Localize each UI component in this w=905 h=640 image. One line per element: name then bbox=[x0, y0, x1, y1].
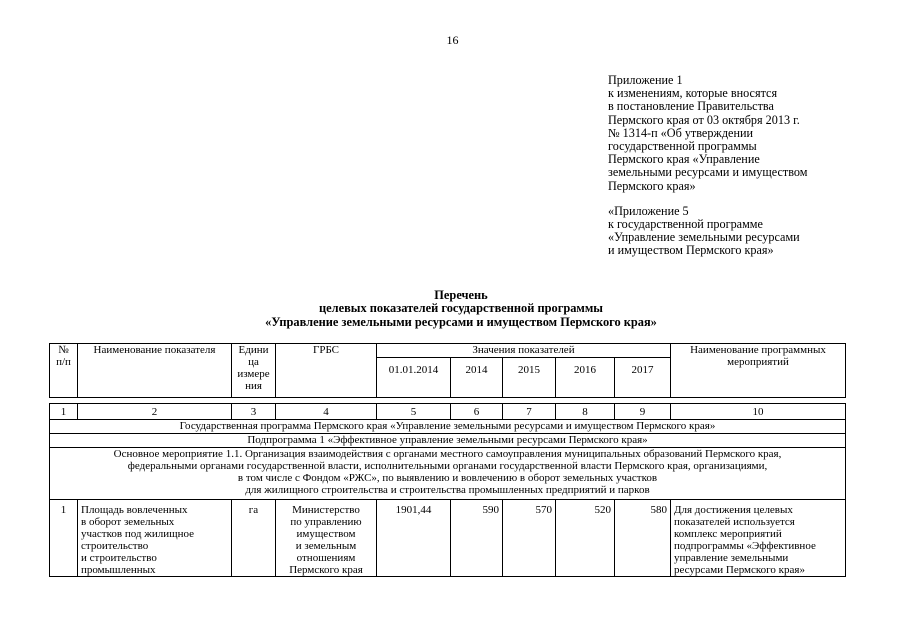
header-year: 2015 bbox=[503, 358, 556, 398]
header-events: Наименование программных мероприятий bbox=[671, 344, 846, 398]
appendix-line: Пермского края от 03 октября 2013 г. bbox=[608, 112, 800, 127]
events-line: показателей используется bbox=[674, 516, 795, 528]
appendix-line: Пермского края «Управление bbox=[608, 152, 760, 167]
appendix-line: Приложение 1 bbox=[608, 73, 683, 87]
appendix-line: к государственной программе bbox=[608, 217, 763, 232]
events-line: подпрограммы «Эффективное bbox=[674, 540, 816, 552]
grbs-line: Министерство bbox=[292, 504, 360, 516]
activity-row bbox=[50, 448, 846, 500]
value-cell: 1901,44 bbox=[377, 500, 451, 577]
appendix-line: «Управление земельными ресурсами bbox=[608, 230, 800, 245]
indicators-table bbox=[49, 343, 846, 577]
document-title bbox=[60, 289, 862, 329]
header-name: Наименование показателя bbox=[78, 344, 232, 398]
value-cell: 590 bbox=[451, 500, 503, 577]
subprogram-title: Подпрограмма 1 «Эффективное управление земельными ресурсами Пермского края» bbox=[50, 434, 846, 448]
appendix-line: земельными ресурсами и имуществом bbox=[608, 165, 808, 180]
appendix-note bbox=[608, 74, 807, 258]
indicator-name-line: строительство bbox=[81, 540, 149, 552]
title-line: «Управление земельными ресурсами и имуществом Пермского края» bbox=[265, 314, 657, 329]
program-title: Государственная программа Пермского края «Управление земельными ресурсами и имуществом Пермского края» bbox=[50, 420, 846, 434]
grbs-line: Пермского края bbox=[289, 564, 363, 576]
appendix-line: и имуществом Пермского края» bbox=[608, 243, 774, 258]
appendix-line: Пермского края» bbox=[608, 178, 696, 193]
column-number: 6 bbox=[451, 404, 503, 420]
appendix-line: «Приложение 5 bbox=[608, 203, 689, 218]
appendix-line: № 1314-п «Об утверждении bbox=[608, 125, 754, 140]
column-number: 1 bbox=[50, 404, 78, 420]
column-number: 5 bbox=[377, 404, 451, 420]
events-line: управление земельными bbox=[674, 552, 789, 564]
header-year: 01.01.2014 bbox=[377, 358, 451, 398]
events-line: ресурсами Пермского края» bbox=[674, 564, 805, 576]
column-number: 7 bbox=[503, 404, 556, 420]
value-cell: 580 bbox=[615, 500, 671, 577]
events-cell bbox=[671, 500, 846, 577]
row-number: 1 bbox=[50, 500, 78, 577]
activity-description bbox=[50, 448, 846, 500]
program-row bbox=[50, 420, 846, 434]
column-number: 3 bbox=[232, 404, 276, 420]
indicator-name-line: участков под жилищное bbox=[81, 528, 194, 540]
indicator-name bbox=[78, 500, 232, 577]
activity-line: Основное мероприятие 1.1. Организация взаимодействия с органами местного самоуправления муниципальных образований Пермского края, bbox=[113, 448, 782, 460]
header-year: 2017 bbox=[615, 358, 671, 398]
column-number: 9 bbox=[615, 404, 671, 420]
table-row bbox=[50, 500, 846, 577]
column-numbers-row bbox=[50, 404, 846, 420]
title-line: Перечень bbox=[434, 288, 488, 302]
header-row bbox=[50, 344, 846, 358]
title-line: целевых показателей государственной программы bbox=[319, 301, 603, 316]
value-cell: 570 bbox=[503, 500, 556, 577]
column-number: 2 bbox=[78, 404, 232, 420]
header-grbs: ГРБС bbox=[276, 344, 377, 398]
appendix-line: к изменениям, которые вносятся bbox=[608, 86, 778, 101]
subprogram-row bbox=[50, 434, 846, 448]
column-number: 8 bbox=[556, 404, 615, 420]
value-cell: 520 bbox=[556, 500, 615, 577]
column-number: 10 bbox=[671, 404, 846, 420]
appendix-line: в постановление Правительства bbox=[608, 99, 774, 114]
header-year: 2014 bbox=[451, 358, 503, 398]
unit-value: га bbox=[232, 500, 276, 577]
grbs-line: и земельным bbox=[295, 540, 357, 552]
indicator-name-line: Площадь вовлеченных bbox=[81, 504, 188, 516]
page-number: 16 bbox=[446, 33, 459, 47]
grbs-value bbox=[276, 500, 377, 577]
activity-line: федеральными органами государственной власти, исполнительными органами государственной власти Пермского края, организациями, bbox=[127, 460, 768, 472]
indicator-name-line: и строительство bbox=[81, 552, 157, 564]
header-num: № п/п bbox=[50, 344, 78, 398]
grbs-line: отношениям bbox=[296, 552, 356, 564]
header-year: 2016 bbox=[556, 358, 615, 398]
grbs-line: по управлению bbox=[290, 516, 362, 528]
header-values: Значения показателей bbox=[377, 344, 671, 358]
header-unit: Едини ца измере ния bbox=[232, 344, 276, 398]
events-line: комплекс мероприятий bbox=[674, 528, 782, 540]
indicator-name-line: промышленных bbox=[81, 564, 156, 576]
grbs-line: имуществом bbox=[296, 528, 356, 540]
activity-line: в том числе с Фондом «РЖС», по выявлению и вовлечению в оборот земельных участков bbox=[237, 472, 658, 484]
appendix-line: государственной программы bbox=[608, 139, 757, 154]
column-number: 4 bbox=[276, 404, 377, 420]
events-line: Для достижения целевых bbox=[674, 504, 793, 516]
indicator-name-line: в оборот земельных bbox=[81, 516, 175, 528]
activity-line: для жилищного строительства и строительства промышленных предприятий и парков bbox=[245, 484, 650, 496]
